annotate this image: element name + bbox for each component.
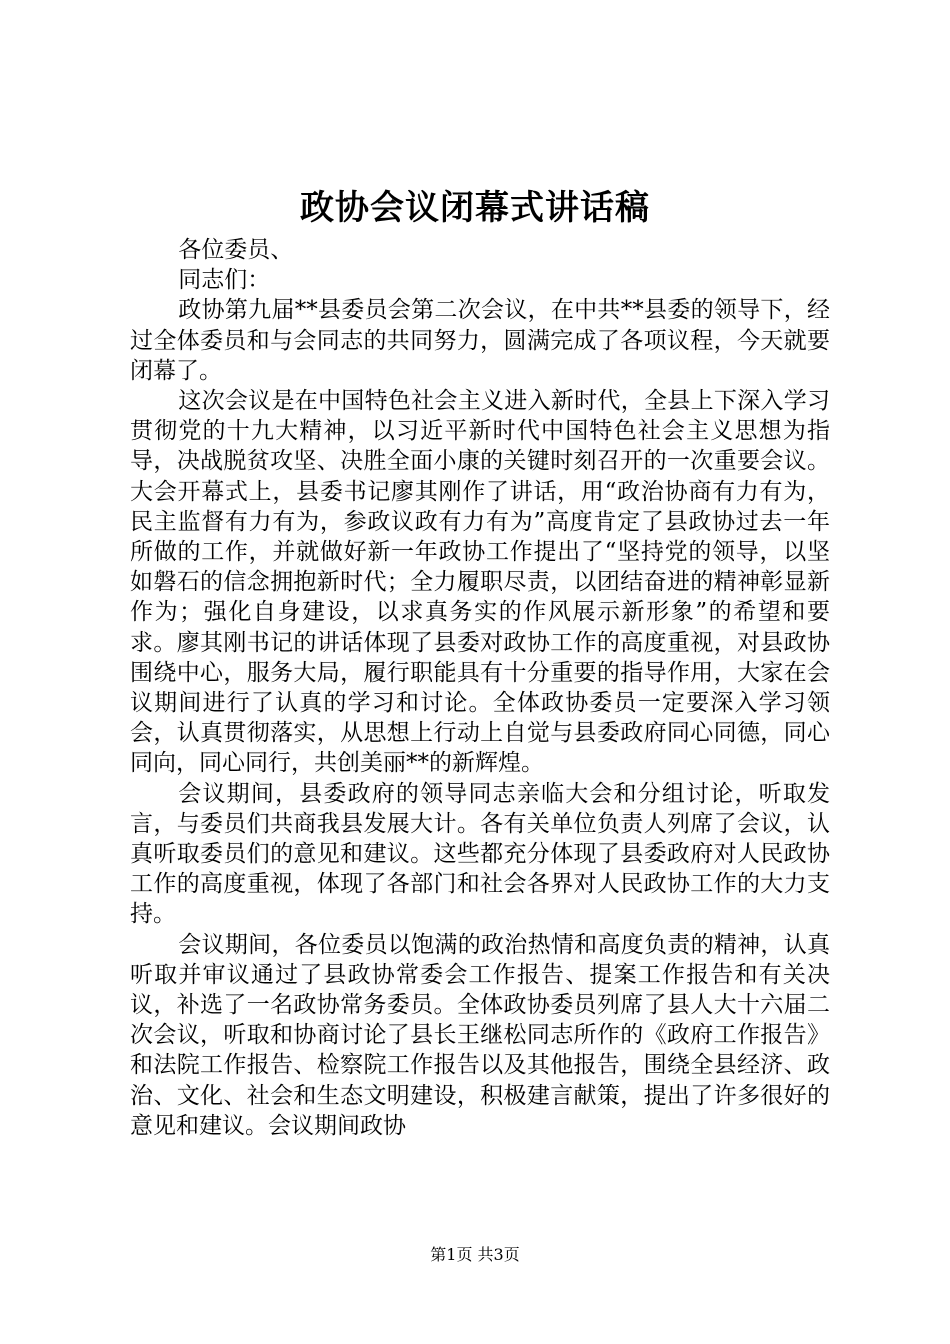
document-body <box>130 235 830 1141</box>
paragraph-committee-work: 会议期间，各位委员以饱满的政治热情和高度负责的精神，认真听取并审议通过了县政协常委会工作报告、提案工作报告和有关决议，补选了一名政协常务委员。全体政协委员列席了县人大十六届二次会议，听取和协商讨论了县长王继松同志所作的《政府工作报告》和法院工作报告、检察院工作报告以及其他报告，围绕全县经济、政治、文化、社会和生态文明建设，积极建言献策，提出了许多很好的意见和建议。会议期间政协 <box>130 931 830 1139</box>
salutation-line-1: 各位委员、 <box>178 237 294 263</box>
paragraph-opening: 政协第九届**县委员会第二次会议，在中共**县委的领导下，经过全体委员和与会同志的共同努力，圆满完成了各项议程，今天就要闭幕了。 <box>130 297 830 384</box>
page-number-footer: 第1页 共3页 <box>430 1245 520 1264</box>
paragraph-meeting-significance: 这次会议是在中国特色社会主义进入新时代，全县上下深入学习贯彻党的十九大精神，以习近平新时代中国特色社会主义思想为指导，决战脱贫攻坚、决胜全面小康的关键时刻召开的一次重要会议。大会开幕式上，县委书记廖其刚作了讲话，用“政治协商有力有为，民主监督有力有为，参政议政有力有为”高度肯定了县政协过去一年所做的工作，并就做好新一年政协工作提出了“坚持党的领导，以坚如磐石的信念拥抱新时代；全力履职尽责，以团结奋进的精神彰显新作为；强化自身建设，以求真务实的作风展示新形象”的希望和要求。廖其刚书记的讲话体现了县委对政协工作的高度重视，对县政协围绕中心，服务大局，履行职能具有十分重要的指导作用，大家在会议期间进行了认真的学习和讨论。全体政协委员一定要深入学习领会，认真贯彻落实，从思想上行动上自觉与县委政府同心同德，同心同向，同心同行，共创美丽**的新辉煌。 <box>130 388 830 777</box>
salutation-line-2: 同志们： <box>178 267 271 294</box>
document-title: 政协会议闭幕式讲话稿 <box>300 188 650 228</box>
paragraph-leadership-attendance: 会议期间，县委政府的领导同志亲临大会和分组讨论，听取发言，与委员们共商我县发展大计。各有关单位负责人列席了会议，认真听取委员们的意见和建议。这些都充分体现了县委政府对人民政协工作的高度重视，体现了各部门和社会各界对人民政协工作的大力支持。 <box>130 780 830 928</box>
